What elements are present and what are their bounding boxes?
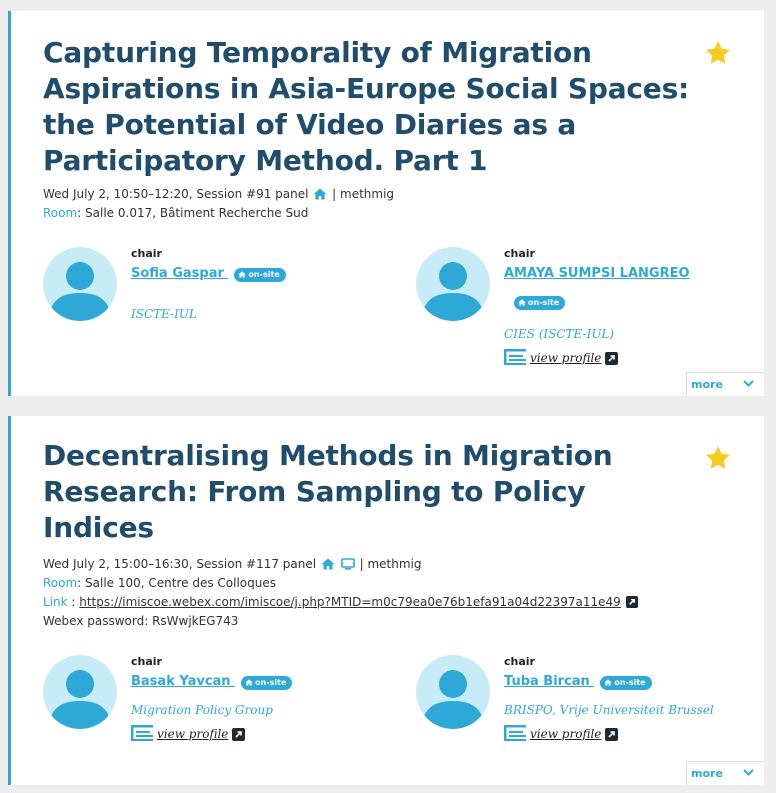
session-title[interactable]: Decentralising Methods in Migration Research: From Sampling to Policy Indices bbox=[43, 439, 613, 544]
room-label: Room bbox=[43, 576, 78, 590]
on-site-badge: on-site bbox=[241, 676, 292, 690]
avatar bbox=[43, 247, 117, 321]
on-site-badge: on-site bbox=[234, 268, 285, 282]
session-datetime-line: Wed July 2, 15:00–16:30, Session #117 panel | methmig bbox=[43, 557, 422, 571]
star-icon[interactable] bbox=[704, 39, 732, 67]
avatar bbox=[416, 247, 490, 321]
on-site-badge: on-site bbox=[600, 676, 651, 690]
view-profile-link[interactable]: view profile bbox=[504, 725, 618, 741]
session-room-line bbox=[43, 574, 639, 593]
session-tag: methmig bbox=[340, 187, 395, 201]
chair-affiliation: Migration Policy Group bbox=[131, 703, 273, 717]
chair-person bbox=[416, 247, 736, 367]
star-icon[interactable] bbox=[704, 444, 732, 472]
more-toggle[interactable]: more bbox=[686, 372, 764, 396]
chair-affiliation: CIES (ISCTE-IUL) bbox=[504, 327, 615, 341]
chevron-down-icon bbox=[743, 769, 754, 776]
chevron-down-icon bbox=[743, 380, 754, 387]
webex-password: Webex password: RsWwjkEG743 bbox=[43, 614, 239, 628]
chair-name-link[interactable]: Basak Yavcan on-site bbox=[131, 674, 292, 690]
more-toggle[interactable]: more bbox=[686, 761, 764, 785]
session-datetime: Wed July 2, 15:00–16:30, Session #117 panel bbox=[43, 557, 317, 571]
home-icon bbox=[245, 679, 253, 686]
room-value: : Salle 100, Centre des Colloques bbox=[77, 576, 276, 590]
session-datetime-line: Wed July 2, 10:50–12:20, Session #91 panel | methmig bbox=[43, 187, 395, 201]
chair-affiliation: ISCTE-IUL bbox=[131, 307, 198, 321]
chair-role: chair bbox=[131, 247, 162, 260]
avatar bbox=[43, 655, 117, 729]
external-link-icon[interactable] bbox=[626, 596, 638, 608]
profile-list-icon bbox=[131, 725, 153, 741]
chair-name-link[interactable]: AMAYA SUMPSI LANGREO bbox=[504, 266, 690, 281]
monitor-icon bbox=[341, 558, 355, 570]
avatar bbox=[416, 655, 490, 729]
session-meta bbox=[43, 185, 394, 223]
home-icon bbox=[238, 271, 246, 278]
session-card bbox=[8, 11, 764, 396]
session-datetime: Wed July 2, 10:50–12:20, Session #91 panel bbox=[43, 187, 309, 201]
session-title[interactable]: Capturing Temporality of Migration Aspirations in Asia-Europe Social Spaces: the Potential of Video Diaries as a Participatory Method. Part 1 bbox=[43, 36, 690, 177]
view-profile-link[interactable]: view profile bbox=[504, 349, 618, 365]
on-site-badge: on-site bbox=[514, 296, 565, 310]
link-label: Link bbox=[43, 595, 68, 609]
home-icon bbox=[321, 558, 335, 570]
webex-link[interactable]: https://imiscoe.webex.com/imiscoe/j.php?MTID=m0c79ea0e76b1efa91a04d22397a11e49 bbox=[79, 595, 621, 609]
session-tag: methmig bbox=[367, 557, 422, 571]
home-icon bbox=[518, 299, 526, 306]
chair-role: chair bbox=[504, 247, 535, 260]
external-link-icon[interactable] bbox=[605, 728, 618, 741]
home-icon bbox=[604, 679, 612, 686]
chair-affiliation: BRISPO, Vrije Universiteit Brussel bbox=[504, 703, 714, 717]
chair-person bbox=[43, 655, 363, 775]
session-card bbox=[8, 416, 764, 785]
profile-list-icon bbox=[504, 725, 526, 741]
chair-role: chair bbox=[131, 655, 162, 668]
chair-name-link[interactable]: Sofia Gaspar on-site bbox=[131, 266, 286, 282]
room-value: : Salle 0.017, Bâtiment Recherche Sud bbox=[77, 206, 309, 220]
external-link-icon[interactable] bbox=[605, 352, 618, 365]
external-link-icon[interactable] bbox=[232, 728, 245, 741]
session-meta bbox=[43, 555, 639, 631]
chair-person bbox=[43, 247, 363, 367]
view-profile-link[interactable]: view profile bbox=[131, 725, 245, 741]
room-label: Room bbox=[43, 206, 78, 220]
session-link-line: Link : https://imiscoe.webex.com/imiscoe/j.php?MTID=m0c79ea0e76b1efa91a04d22397a11e49 bbox=[43, 593, 639, 612]
chair-name-link[interactable]: Tuba Bircan on-site bbox=[504, 674, 652, 690]
home-icon bbox=[313, 188, 327, 200]
chair-person bbox=[416, 655, 736, 775]
chair-role: chair bbox=[504, 655, 535, 668]
profile-list-icon bbox=[504, 349, 526, 365]
session-room-line bbox=[43, 204, 394, 223]
